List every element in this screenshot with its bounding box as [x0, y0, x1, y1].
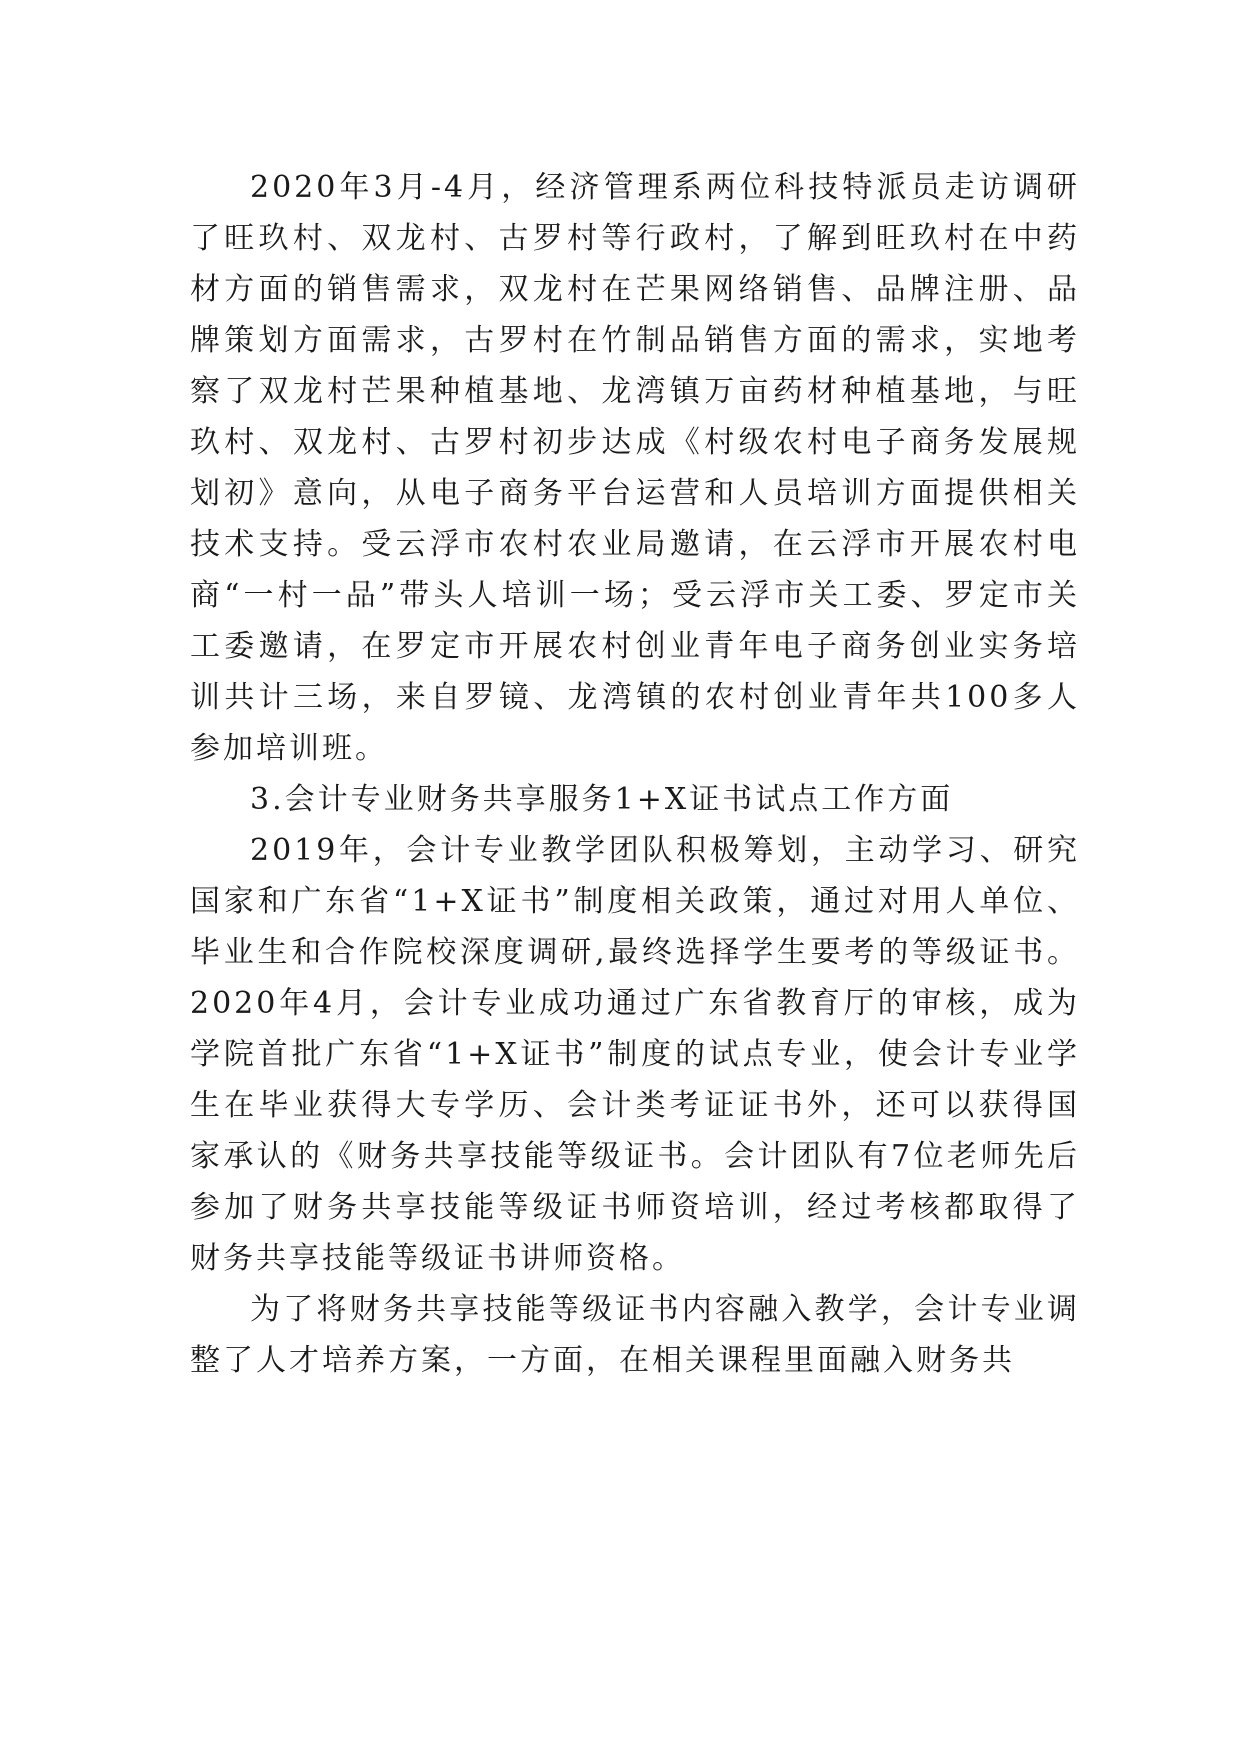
document-body	[190, 162, 1080, 1386]
paragraph-tech-commissioner-visits: 2020年3月-4月，经济管理系两位科技特派员走访调研了旺玖村、双龙村、古罗村等行政村，了解到旺玖村在中药材方面的销售需求，双龙村在芒果网络销售、品牌注册、品牌策划方面需求，古罗村在竹制品销售方面的需求，实地考察了双龙村芒果种植基地、龙湾镇万亩药材种植基地，与旺玖村、双龙村、古罗村初步达成《村级农村电子商务发展规划初》意向，从电子商务平台运营和人员培训方面提供相关技术支持。受云浮市农村农业局邀请，在云浮市开展农村电商“一村一品”带头人培训一场；受云浮市关工委、罗定市关工委邀请，在罗定市开展农村创业青年电子商务创业实务培训共计三场，来自罗镜、龙湾镇的农村创业青年共100多人参加培训班。	[190, 170, 1080, 766]
paragraph-accounting-pilot: 2019年，会计专业教学团队积极筹划，主动学习、研究国家和广东省“1+X证书”制度相关政策，通过对用人单位、毕业生和合作院校深度调研,最终选择学生要考的等级证书。2020年4月，会计专业成功通过广东省教育厅的审核，成为学院首批广东省“1+X证书”制度的试点专业，使会计专业学生在毕业获得大专学历、会计类考证证书外，还可以获得国家承认的《财务共享技能等级证书。会计团队有7位老师先后参加了财务共享技能等级证书师资培训，经过考核都取得了财务共享技能等级证书讲师资格。	[190, 833, 1080, 1276]
paragraph-curriculum-integration: 为了将财务共享技能等级证书内容融入教学，会计专业调整了人才培养方案，一方面，在相关课程里面融入财务共	[190, 1292, 1080, 1378]
section-heading-accounting-1x-certificate: 3.会计专业财务共享服务1+X证书试点工作方面	[250, 782, 954, 817]
